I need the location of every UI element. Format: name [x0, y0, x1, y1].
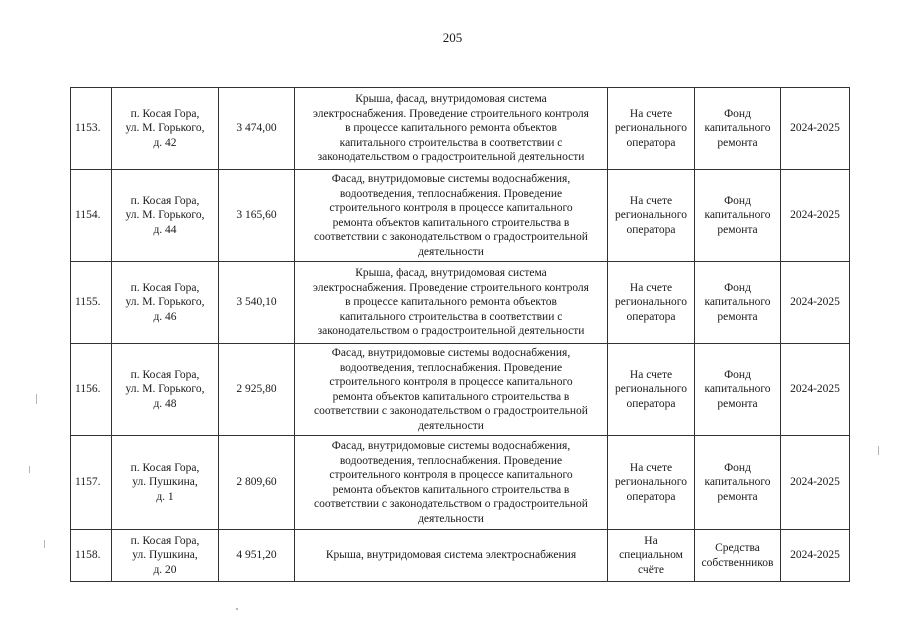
account-line: оператора — [626, 397, 676, 410]
account-line: специальном — [619, 549, 683, 562]
fund-line: Средства — [715, 542, 760, 554]
area-cell: 3 540,10 — [219, 262, 295, 344]
address-line: п. Косая Гора, — [130, 107, 200, 120]
address-line: п. Косая Гора, — [130, 534, 200, 547]
table-row — [71, 344, 850, 436]
address-line: ул. Пушкина, — [132, 549, 198, 562]
account-cell — [608, 436, 695, 530]
account-cell — [608, 262, 695, 344]
address-line: п. Косая Гора, — [130, 461, 200, 474]
address-line: ул. Пушкина, — [132, 476, 198, 489]
account-line: регионального — [615, 209, 687, 222]
works-line: Крыша, фасад, внутридомовая система — [355, 267, 547, 280]
fund-line: Фонд — [724, 281, 751, 294]
fund-cell — [695, 436, 781, 530]
period-cell: 2024-2025 — [781, 88, 850, 170]
works-cell — [295, 530, 608, 582]
row-number: 1155. — [71, 262, 112, 344]
account-line: регионального — [615, 383, 687, 396]
fund-line: капитального — [704, 122, 771, 135]
address-line: д. 1 — [156, 490, 174, 503]
works-line: капитального строительства в соответствии с — [339, 310, 563, 323]
area-cell: 2 925,80 — [219, 344, 295, 436]
fund-line: Фонд — [724, 194, 751, 207]
fund-cell — [695, 170, 781, 262]
table-row — [71, 262, 850, 344]
account-line: На счете — [629, 107, 673, 120]
address-line: п. Косая Гора, — [130, 281, 200, 294]
scan-mark — [878, 446, 879, 455]
scan-mark — [29, 466, 30, 473]
works-cell — [295, 262, 608, 344]
account-line: На счете — [629, 461, 673, 474]
fund-cell — [695, 262, 781, 344]
address-cell — [112, 88, 219, 170]
account-line: регионального — [615, 122, 687, 135]
area-cell: 4 951,20 — [219, 530, 295, 582]
address-line: п. Косая Гора, — [130, 194, 200, 207]
address-line: ул. М. Горького, — [125, 296, 205, 309]
account-line: На — [644, 534, 658, 547]
account-line: На счете — [629, 281, 673, 294]
works-line: ремонта объектов капитального строительства в — [332, 390, 570, 403]
fund-line: капитального — [704, 476, 771, 489]
period-cell: 2024-2025 — [781, 530, 850, 582]
fund-line: капитального — [704, 209, 771, 222]
account-line: регионального — [615, 476, 687, 489]
works-line: Крыша, фасад, внутридомовая система — [355, 93, 547, 106]
works-line: соответствии с законодательством о градостроительной — [314, 498, 588, 510]
works-cell — [295, 344, 608, 436]
fund-line: Фонд — [724, 368, 751, 381]
works-line: водоотведения, теплоснабжения. Проведение — [339, 454, 563, 467]
works-line: строительного контроля в процессе капитального — [329, 202, 573, 214]
fund-line: ремонта — [717, 490, 758, 503]
scan-mark — [36, 394, 37, 404]
works-line: электроснабжения. Проведение строительного контроля — [313, 107, 589, 120]
area-cell: 2 809,60 — [219, 436, 295, 530]
address-cell — [112, 344, 219, 436]
works-line: в процессе капитального ремонта объектов — [345, 122, 557, 135]
address-cell — [112, 170, 219, 262]
page-number: 205 — [442, 30, 463, 45]
row-number: 1158. — [71, 530, 112, 582]
area-cell: 3 474,00 — [219, 88, 295, 170]
fund-line: ремонта — [717, 223, 758, 236]
address-line: ул. М. Горького, — [125, 122, 205, 135]
fund-line: ремонта — [717, 310, 758, 323]
account-line: регионального — [615, 296, 687, 309]
address-line: ул. М. Горького, — [125, 383, 205, 396]
table-row — [71, 530, 850, 582]
fund-line: ремонта — [717, 397, 758, 410]
works-line: ремонта объектов капитального строительства в — [332, 216, 570, 229]
works-line: Крыша, внутридомовая система электроснабжения — [325, 549, 577, 562]
works-line: Фасад, внутридомовые системы водоснабжения, — [331, 347, 571, 359]
address-line: д. 44 — [153, 223, 177, 236]
works-cell — [295, 436, 608, 530]
fund-cell — [695, 88, 781, 170]
address-line: д. 20 — [153, 563, 177, 576]
row-number: 1154. — [71, 170, 112, 262]
works-line: Фасад, внутридомовые системы водоснабжения, — [331, 173, 571, 185]
works-cell — [295, 88, 608, 170]
fund-cell — [695, 344, 781, 436]
works-line: электроснабжения. Проведение строительного контроля — [313, 281, 589, 294]
fund-line: Фонд — [724, 107, 751, 120]
address-cell — [112, 262, 219, 344]
works-line: ремонта объектов капитального строительства в — [332, 483, 570, 496]
works-line: Фасад, внутридомовые системы водоснабжения, — [331, 440, 571, 452]
address-line: д. 42 — [153, 136, 177, 149]
table-row — [71, 170, 850, 262]
table-row — [71, 436, 850, 530]
scan-mark — [44, 540, 45, 548]
account-line: На счете — [629, 368, 673, 381]
works-line: строительного контроля в процессе капитального — [329, 469, 573, 481]
address-line: п. Косая Гора, — [130, 368, 200, 381]
period-cell: 2024-2025 — [781, 344, 850, 436]
row-number: 1157. — [71, 436, 112, 530]
account-line: оператора — [626, 310, 676, 323]
address-line: ул. М. Горького, — [125, 209, 205, 222]
repair-registry-table — [70, 87, 850, 582]
works-cell — [295, 170, 608, 262]
works-line: деятельности — [418, 512, 484, 525]
works-line: законодательством о градостроительной деятельности — [317, 151, 585, 164]
fund-line: ремонта — [717, 136, 758, 149]
account-line: На счете — [629, 194, 673, 207]
account-line: оператора — [626, 223, 676, 236]
fund-line: Фонд — [724, 461, 751, 474]
period-cell: 2024-2025 — [781, 262, 850, 344]
works-line: деятельности — [418, 245, 484, 258]
address-cell — [112, 436, 219, 530]
account-cell — [608, 344, 695, 436]
address-line: д. 48 — [153, 397, 177, 410]
account-cell — [608, 170, 695, 262]
fund-line: капитального — [704, 383, 771, 396]
period-cell: 2024-2025 — [781, 170, 850, 262]
works-line: деятельности — [418, 419, 484, 432]
works-line: соответствии с законодательством о градостроительной — [314, 231, 588, 243]
works-line: водоотведения, теплоснабжения. Проведение — [339, 187, 563, 200]
fund-line: собственников — [701, 556, 774, 569]
works-line: строительного контроля в процессе капитального — [329, 376, 573, 388]
works-line: соответствии с законодательством о градостроительной — [314, 405, 588, 417]
fund-cell — [695, 530, 781, 582]
row-number: 1153. — [71, 88, 112, 170]
address-line: д. 46 — [153, 310, 177, 323]
account-line: оператора — [626, 490, 676, 503]
fund-line: капитального — [704, 296, 771, 309]
account-cell — [608, 530, 695, 582]
period-cell: 2024-2025 — [781, 436, 850, 530]
table-row — [71, 88, 850, 170]
address-cell — [112, 530, 219, 582]
account-line: счёте — [638, 563, 664, 576]
works-line: водоотведения, теплоснабжения. Проведение — [339, 361, 563, 374]
registry-body — [71, 88, 850, 582]
scan-mark — [236, 608, 238, 610]
works-line: в процессе капитального ремонта объектов — [345, 296, 557, 309]
row-number: 1156. — [71, 344, 112, 436]
area-cell: 3 165,60 — [219, 170, 295, 262]
works-line: законодательством о градостроительной деятельности — [317, 325, 585, 338]
account-line: оператора — [626, 136, 676, 149]
works-line: капитального строительства в соответствии с — [339, 136, 563, 149]
account-cell — [608, 88, 695, 170]
